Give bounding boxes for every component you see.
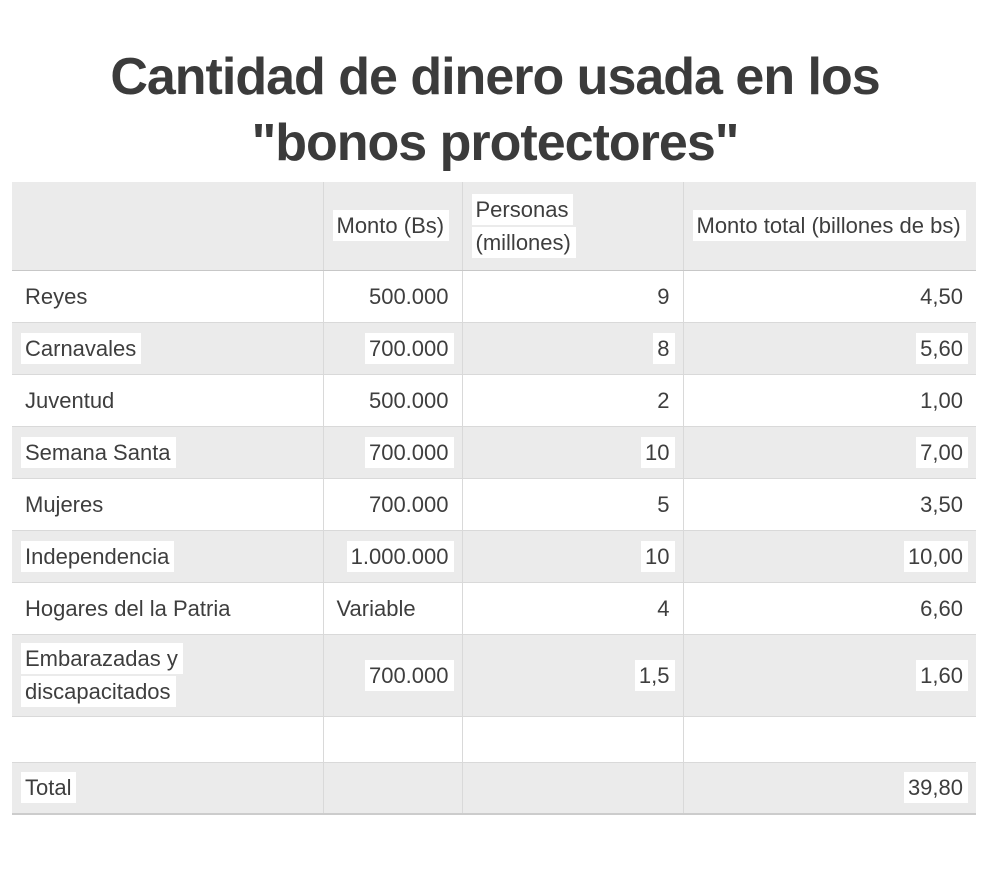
cell-value: 5 [653,489,674,520]
cell-value: 700.000 [365,437,454,468]
cell-label: Independencia [21,541,174,572]
table-row-semana-santa [12,426,976,478]
cell-monto-total [683,270,976,322]
cell-value: 1,00 [916,385,968,416]
cell-label: Reyes [21,281,92,312]
cell-monto-total [683,374,976,426]
bonos-table [12,182,976,815]
cell-value: 8 [653,333,674,364]
table-row-hogares [12,582,976,634]
cell-value: 1.000.000 [347,541,454,572]
cell-monto [323,762,462,814]
cell-value: 1,60 [916,660,968,691]
row-label-mujeres [12,478,323,530]
cell-label: Semana Santa [21,437,176,468]
cell-monto [323,270,462,322]
cell-value: 700.000 [365,660,454,691]
cell-monto [323,582,462,634]
cell-value: 500.000 [365,281,454,312]
cell-value: 39,80 [904,772,968,803]
cell-value: 5,60 [916,333,968,364]
table-row-independencia [12,530,976,582]
cell-label: Mujeres [21,489,108,520]
row-label-reyes [12,270,323,322]
cell-monto-total [683,426,976,478]
cell-label: Total [21,772,76,803]
cell-monto [323,634,462,716]
cell-personas [462,374,683,426]
cell-monto-total [683,634,976,716]
cell-value: 3,50 [916,489,968,520]
cell-monto [323,530,462,582]
header-label: Personas (millones) [472,194,576,258]
table-row-embarazadas [12,634,976,716]
row-label-juventud [12,374,323,426]
row-label-hogares [12,582,323,634]
cell-monto-total [683,530,976,582]
cell-personas [462,426,683,478]
cell-personas [462,530,683,582]
cell-personas [462,270,683,322]
cell-label: Hogares del la Patria [21,593,235,624]
cell-value: 2 [653,385,674,416]
header-label: Monto total (billones de bs) [693,210,966,241]
table-row-reyes [12,270,976,322]
page-title [20,44,970,176]
cell-value: Variable [333,593,421,624]
page-title-line2: "bonos protectores" [251,114,739,172]
cell-personas [462,634,683,716]
cell-monto [323,374,462,426]
table-row-carnavales [12,322,976,374]
cell-label: Carnavales [21,333,141,364]
table-row-juventud [12,374,976,426]
cell-value: 4,50 [916,281,968,312]
cell-personas [462,582,683,634]
cell-blank [12,716,323,762]
cell-value: 4 [653,593,674,624]
header-cell-monto [323,182,462,270]
cell-value: 700.000 [365,333,454,364]
cell-value: 1,5 [635,660,675,691]
table-row-total [12,762,976,814]
cell-value: 10 [641,437,674,468]
cell-personas [462,478,683,530]
page-title-line1: Cantidad de dinero usada en los [110,48,880,106]
cell-blank [323,716,462,762]
table-row-mujeres [12,478,976,530]
cell-personas [462,322,683,374]
header-row [12,182,976,270]
cell-personas [462,762,683,814]
cell-total-value [683,762,976,814]
cell-value: 10 [641,541,674,572]
header-cell-monto-total [683,182,976,270]
cell-monto-total [683,322,976,374]
cell-monto [323,322,462,374]
row-label-carnavales [12,322,323,374]
cell-value: 7,00 [916,437,968,468]
header-label: Monto (Bs) [333,210,450,241]
cell-value: 6,60 [916,593,968,624]
header-cell-personas [462,182,683,270]
table-row-blank [12,716,976,762]
row-label-semana-santa [12,426,323,478]
cell-monto-total [683,478,976,530]
row-label-independencia [12,530,323,582]
cell-monto [323,478,462,530]
row-label-total [12,762,323,814]
row-label-embarazadas [12,634,323,716]
cell-value: 10,00 [904,541,968,572]
cell-value: 9 [653,281,674,312]
cell-monto-total [683,582,976,634]
table-body [12,270,976,814]
cell-blank [683,716,976,762]
table-header [12,182,976,270]
cell-monto [323,426,462,478]
header-cell-empty [12,182,323,270]
cell-blank [462,716,683,762]
cell-label: Juventud [21,385,119,416]
cell-label: Embarazadas y discapacitados [21,643,183,707]
cell-value: 700.000 [365,489,454,520]
cell-value: 500.000 [365,385,454,416]
